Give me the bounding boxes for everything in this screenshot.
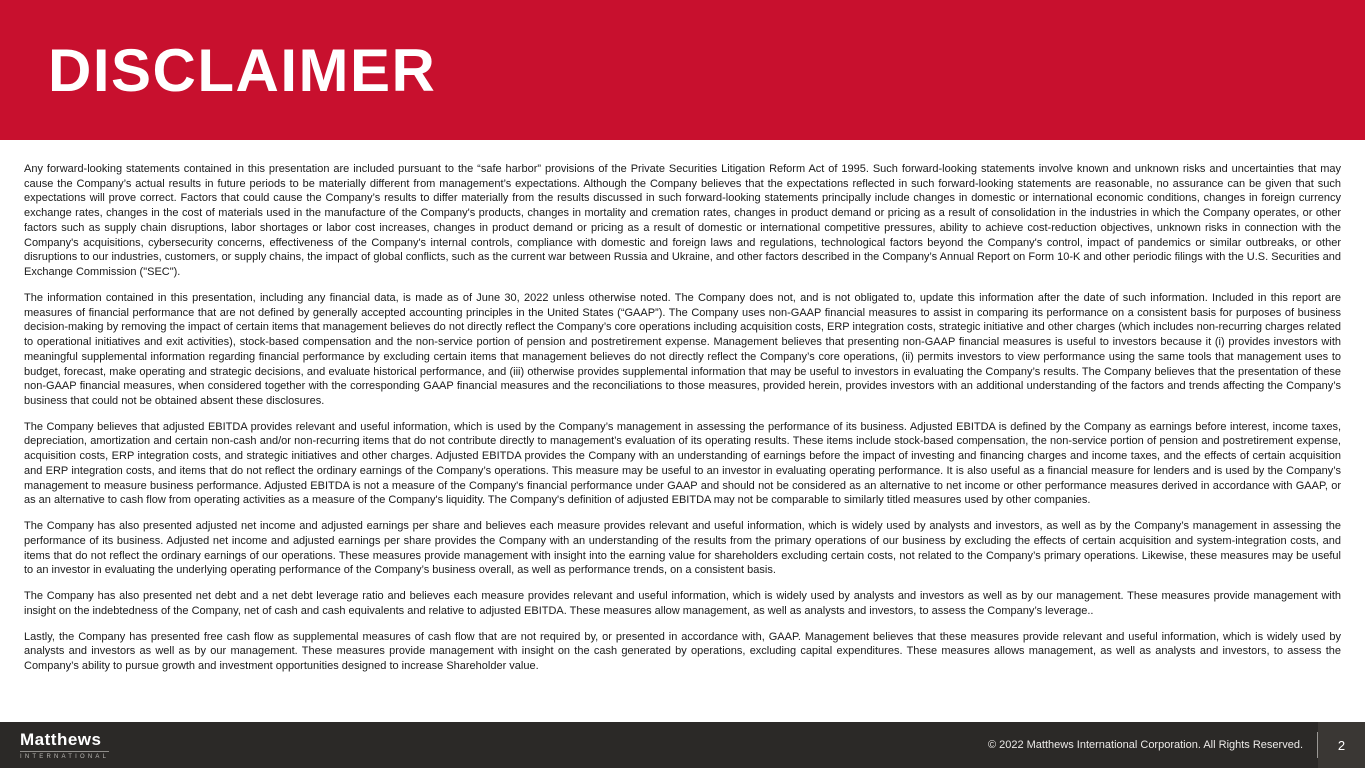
slide-footer	[0, 722, 1365, 768]
disclaimer-paragraph-1: Any forward-looking statements contained in this presentation are included pursuant to the “safe harbor” provisions of the Private Securities Litigation Reform Act of 1995. Such forward-looking statements involve known and unknown risks and uncertainties that may cause the Company’s actual results in future periods to be materially different from management’s expectations. Although the Company believes that the expectations reflected in such forward-looking statements are reasonable, no assurance can be given that such expectations will prove correct. Factors that could cause the Company’s results to differ materially from the results discussed in such forward-looking statements principally include changes in domestic or international economic conditions, changes in foreign currency exchange rates, changes in the cost of materials used in the manufacture of the Company's products, changes in mortality and cremation rates, changes in product demand or pricing as a result of consolidation in the industries in which the Company operates, or other factors such as supply chain disruptions, labor shortages or labor cost increases, changes in product demand or pricing as a result of domestic or international competitive pressures, ability to achieve cost-reduction objectives, unknown risks in connection with the Company's acquisitions, cybersecurity concerns, effectiveness of the Company's internal controls, compliance with domestic and foreign laws and regulations, technological factors beyond the Company's control, impact of pandemics or similar outbreaks, or other disruptions to our industries, customers, or supply chains, the impact of global conflicts, such as the current war between Russia and Ukraine, and other factors described in the Company’s Annual Report on Form 10-K and other periodic filings with the U.S. Securities and Exchange Commission ("SEC").	[24, 163, 1341, 279]
copyright-text: © 2022 Matthews International Corporation. All Rights Reserved.	[987, 739, 1303, 751]
disclaimer-paragraph-3: The Company believes that adjusted EBITDA provides relevant and useful information, which is used by the Company’s management in assessing the performance of its business. Adjusted EBITDA is defined by the Company as earnings before interest, income taxes, depreciation, amortization and certain non-cash and/or non-recurring items that do not contribute directly to management’s evaluation of its operating results. These items include stock-based compensation, the non-service portion of pension and postretirement expense, acquisition costs, ERP integration costs, and strategic initiatives and other charges. Adjusted EBITDA provides the Company with an understanding of earnings before the impact of investing and financing charges and income taxes, and the effects of certain acquisition and ERP integration costs, and items that do not reflect the ordinary earnings of the Company’s operations. This measure may be useful to an investor in evaluating operating performance. It is also useful as a financial measure for lenders and is used by the Company’s management to measure business performance. Adjusted EBITDA is not a measure of the Company's financial performance under GAAP and should not be considered as an alternative to net income or other performance measures derived in accordance with GAAP, or as an alternative to cash flow from operating activities as a measure of the Company's liquidity. The Company's definition of adjusted EBITDA may not be comparable to similarly titled measures used by other companies.	[24, 420, 1341, 507]
disclaimer-paragraph-5: The Company has also presented net debt and a net debt leverage ratio and believes each measure provides relevant and useful information, which is widely used by analysts and investors as well as by our management. These measures provide management with insight on the indebtedness of the Company, net of cash and cash equivalents and relative to adjusted EBITDA. These measures allow management, as well as analysts and investors, to assess the Company’s leverage..	[24, 590, 1341, 617]
logo-rule	[20, 751, 109, 752]
disclaimer-body	[0, 140, 1365, 674]
page-number: 2	[1337, 737, 1346, 753]
title-banner	[0, 0, 1365, 140]
page-title: DISCLAIMER	[48, 36, 437, 104]
disclaimer-paragraph-2: The information contained in this presentation, including any financial data, is made as of June 30, 2022 unless otherwise noted. The Company does not, and is not obligated to, update this information after the date of such information. Included in this report are measures of financial performance that are not defined by generally accepted accounting principles in the United States (“GAAP”). The Company uses non-GAAP financial measures to assist in comparing its performance on a consistent basis for purposes of business decision-making by removing the impact of certain items that management believes do not directly reflect the Company’s core operations including acquisition costs, ERP integration costs, strategic initiative and other charges (which includes non-recurring charges related to operational initiatives and exit activities), stock-based compensation and the non-service portion of pension and postretirement expense. Management believes that presenting non-GAAP financial measures is useful to investors because it (i) provides investors with meaningful supplemental information regarding financial performance by excluding certain items that management believes do not directly reflect the Company’s core operations, (ii) permits investors to view performance using the same tools that management uses to budget, forecast, make operating and strategic decisions, and evaluate historical performance, and (iii) otherwise provides supplemental information that may be useful to investors in evaluating the Company’s results. The Company believes that the presentation of these non-GAAP financial measures, when considered together with the corresponding GAAP financial measures and the reconciliations to those measures, provided herein, provides investors with an additional understanding of the factors and trends affecting the Company’s business that could not be obtained absent these disclosures.	[24, 291, 1341, 408]
logo-subtitle: INTERNATIONAL	[20, 753, 110, 760]
disclaimer-paragraph-6: Lastly, the Company has presented free cash flow as supplemental measures of cash flow that are not required by, or presented in accordance with, GAAP. Management believes that these measures provide relevant and useful information, which is widely used by analysts and investors as well as by our management. These measures provide management with insight on the cash generated by operations, excluding capital expenditures. These measures allows management, as well as analysts and investors, to assess the Company’s ability to pursue growth and investment opportunities designed to increase Shareholder value.	[24, 630, 1341, 673]
disclaimer-paragraph-4: The Company has also presented adjusted net income and adjusted earnings per share and believes each measure provides relevant and useful information, which is widely used by analysts and investors, as well as by the Company’s management in assessing the performance of its business. Adjusted net income and adjusted earnings per share provides the Company with an understanding of the results from the primary operations of our business by excluding the effects of certain acquisition and system-integration costs, and items that do not reflect the ordinary earnings of our operations. These measures provide management with insight into the earning value for shareholders excluding certain costs, not related to the Company’s primary operations. Likewise, these measures may be useful to an investor in evaluating the underlying operating performance of the Company’s business overall, as well as performance trends, on a consistent basis.	[24, 520, 1341, 577]
logo-wordmark: Matthews	[20, 729, 102, 749]
matthews-logo	[20, 731, 109, 760]
page-number-box	[1318, 722, 1365, 768]
